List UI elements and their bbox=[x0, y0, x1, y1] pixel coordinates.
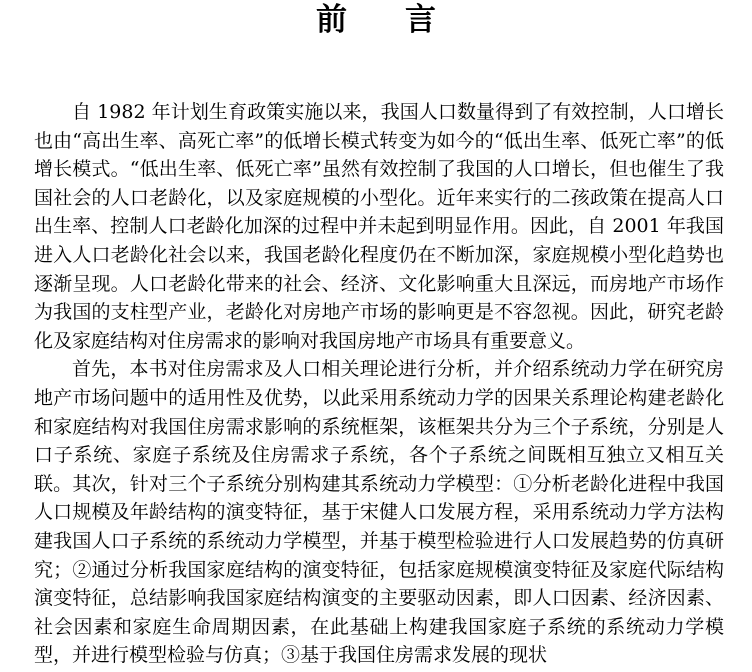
title-char-1: 前 bbox=[316, 2, 347, 38]
title-char-2: 言 bbox=[405, 2, 436, 38]
page-title bbox=[0, 2, 752, 38]
paragraph-1: 自 1982 年计划生育政策实施以来，我国人口数量得到了有效控制，人口增长也由“高出生率、高死亡率”的低增长模式转变为如今的“低出生率、低死亡率”的低增长模式。“低出生率、低死亡率”虽然有效控制了我国的人口增长，但也催生了我国社会的人口老龄化，以及家庭规模的小型化。近年来实行的二孩政策在提高人口出生率、控制人口老龄化加深的过程中并未起到明显作用。因此，自 2001 年我国进入人口老龄化社会以来，我国老龄化程度仍在不断加深，家庭规模小型化趋势也逐渐呈现。人口老龄化带来的社会、经济、文化影响重大且深远，而房地产市场作为我国的支柱型产业，老龄化对房地产市场的影响更是不容忽视。因此，研究老龄化及家庭结构对住房需求的影响对我国房地产市场具有重要意义。 bbox=[34, 101, 724, 352]
preface-body bbox=[34, 98, 724, 670]
paragraph-2: 首先，本书对住房需求及人口相关理论进行分析，并介绍系统动力学在研究房地产市场问题中的适用性及优势，以此采用系统动力学的因果关系理论构建老龄化和家庭结构对我国住房需求影响的系统框架，该框架共分为三个子系统，分别是人口子系统、家庭子系统及住房需求子系统，各个子系统之间既相互独立又相互关联。其次，针对三个子系统分别构建其系统动力学模型：①分析老龄化进程中我国人口规模及年龄结构的演变特征，基于宋健人口发展方程，采用系统动力学方法构建我国人口子系统的系统动力学模型，并基于模型检验进行人口发展趋势的仿真研究；②通过分析我国家庭结构的演变特征，包括家庭规模演变特征及家庭代际结构演变特征，总结影响我国家庭结构演变的主要驱动因素，即人口因素、经济因素、社会因素和家庭生命周期因素，在此基础上构建我国家庭子系统的系统动力学模型，并进行模型检验与仿真；③基于我国住房需求发展的现状 bbox=[34, 358, 724, 667]
